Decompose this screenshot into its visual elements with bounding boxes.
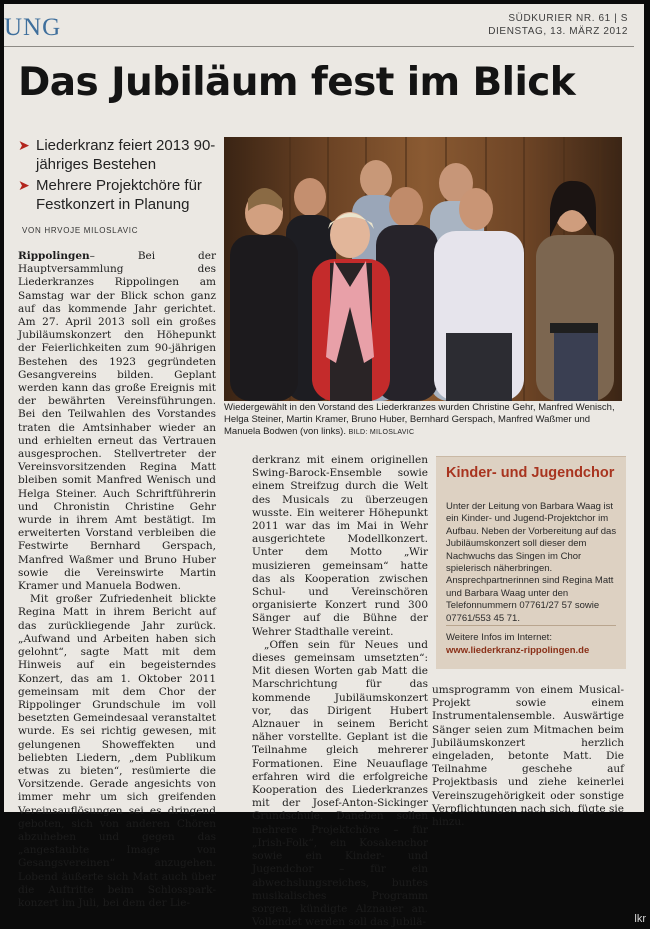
article-paragraph: umsprogramm von einem Musical-Projekt sowie einem Instrumentalensemble. Auswärtige Sänger seien zum Mitmachen beim Jubiläumskonzert herzlich eingeladen, betonte Matt. Die Teilnahme geschehe auf Projektbasis und ziehe keinerlei Vereinszugehörigkeit oder sonstige Verpflichtungen nach sich, fügte sie hinzu.: [432, 684, 624, 829]
more-info-label: Weitere Infos im Internet:: [446, 632, 552, 643]
kicker-list: [18, 136, 218, 216]
arrow-icon: ➤: [18, 177, 30, 193]
issue-date: DIENSTAG, 13. MÄRZ 2012: [488, 26, 628, 37]
photo-caption: Wiedergewählt in den Vorstand des Liederkranzes wurden Christine Gehr, Manfred Wenisch, Helga Steiner, Martin Kramer, Bruno Huber, Bernhard Gerspach, Manfred Waßmer und Manuela Bodwen (von links). BILD: MILOSLAVIC: [224, 402, 615, 437]
kicker-item: ➤ Mehrere Projektchöre für Festkonzert in Planung: [18, 177, 202, 213]
info-box: [436, 456, 626, 669]
info-box-text: Unter der Leitung von Barbara Waag ist ein Kinder- und Jugend-Projektchor im Aufbau. Neben der Vorbereitung auf das Jubiläumskonzert soll dieser dem Nachwuchs das Singen im Chor spielerisch näherbringen. Ansprechpartnerinnen sind Regina Matt und Barbara Waag unter den Telefonnummern 07761/27 57 sowie 07761/553 45 71.: [446, 501, 617, 624]
section-label: UNG: [4, 14, 62, 41]
article-paragraph: derkranz mit einem originellen Swing-Barock-Ensemble sowie einem Streifzug durch die Welt des Musicals zu überzeugen wusste. Ein weiterer Höhepunkt 2011 war das im Mai in Wehr ausgerichtete Modellkonzert. Unter dem Motto „Wir musizieren gemeinsam“ hatte das als Kooperation zwischen Schul- und Vereinschören organisierte Konzert rund 300 Sänger auf die Bühne der Wehrer Stadthalle vereint.: [252, 454, 428, 638]
byline: VON HRVOJE MILOSLAVIC: [22, 226, 139, 235]
photo-credit: BILD: MILOSLAVIC: [348, 429, 415, 436]
article-paragraph: Rippolingen– Bei der Hauptversammlung des Liederkranzes Rippolingen am Samstag war der Blick schon ganz auf das kommende Jahr gerichtet. Am 27. April 2013 soll ein großes Jubiläumskonzert den Höhepunkt der Feierlichkeiten zum 90-jährigen Bestehen des 1923 gegründeten Gesangvereins bilden. Geplant werden kann das große Ereignis mit der bewährten Vereinsführungen. Bei den Teilwahlen des Vorstandes traten die Amtsinhaber wieder an und erhielten erneut das Vertrauen ausgesprochen. Stellvertreter der Vereinsvorsitzenden Regina Matt bleiben somit Manfred Wenisch und Helga Steiner. Auch Schriftführerin und Chronistin Christine Gehr wurde in ihrem Amt bestätigt. Im erweiterten Vorstand verbleiben die Festwirte Bernhard Gerspach, Manfred Waßmer und Bruno Huber sowie die Vereinswirte Martin Kramer und Manuela Bodwen.: [18, 250, 216, 593]
kicker-item: ➤ Liederkranz feiert 2013 90-jähriges Bestehen: [18, 137, 216, 173]
article-column-3: [432, 684, 624, 829]
article-column-1: [18, 250, 216, 910]
article-paragraph: „Offen sein für Neues und dieses gemeinsam umsetzten“: Mit diesen Worten gab Matt die Marschrichtung für das kommende Jubiläumskonzert vor, das Dirigent Hubert Alznauer in seinem Bericht näher vorstellte. Geplant ist die Teilnahme gleich mehrerer Formationen. Eine Neuauflage erfahren wird die erfolgreiche Kooperation des Liederkranzes mit der Josef-Anton-Sickinger Grundschule. Daneben sollen mehrere Projektchöre – für „Irish-Folk“, ein Kosakenchor sowie ein Kinder- und Jugendchor – für ein abwechslungsreiches, buntes musikalisches Programm sorgen, kündigte Alznauer an. Vollendet werden soll das Jubilä-: [252, 638, 428, 929]
article-paragraph: Mit großer Zufriedenheit blickte Regina Matt in ihrem Bericht auf das zurückliegende Jahr zurück. „Aufwand und Arbeiten haben sich gelohnt“, sagte Matt mit dem Hinweis auf ein begeisterndes Konzert, das am 1. Oktober 2011 gemeinsam mit dem Chor der Rippolinger Grundschule im voll besetzten Gemeindesaal veranstaltet wurde. Es sei richtig gewesen, mit gelungenen Showeffekten und beliebten Liedern, „dem Publikum etwas zu bieten“, resümierte die Vorsitzende. Gerade angesichts von immer mehr um sich greifenden Vereinsauflösungen sei es dringend geboten, sich von anderen Chören abzuheben und gegen das „angestaubte Image von Gesangsvereinen“ anzugehen. Lobend äußerte sich Matt auch über die Auftritte beim Schlossparkkonzert im Juli, bei dem der Lie-: [18, 593, 216, 909]
paper-issue: SÜDKURIER NR. 61 | S: [508, 13, 628, 24]
arrow-icon: ➤: [18, 137, 30, 153]
masthead-rule: [4, 46, 634, 47]
website-link[interactable]: www.liederkranz-rippolingen.de: [446, 645, 590, 656]
masthead: [488, 12, 628, 38]
headline: Das Jubiläum fest im Blick: [18, 60, 576, 105]
info-box-title: Kinder- und Jugendchor: [446, 465, 615, 481]
group-photo: [224, 137, 622, 401]
info-box-divider: [446, 625, 616, 626]
info-box-more: [446, 631, 622, 657]
watermark: lkr: [634, 913, 646, 925]
article-column-2: [252, 454, 428, 929]
dateline: Rippolingen: [18, 250, 90, 262]
